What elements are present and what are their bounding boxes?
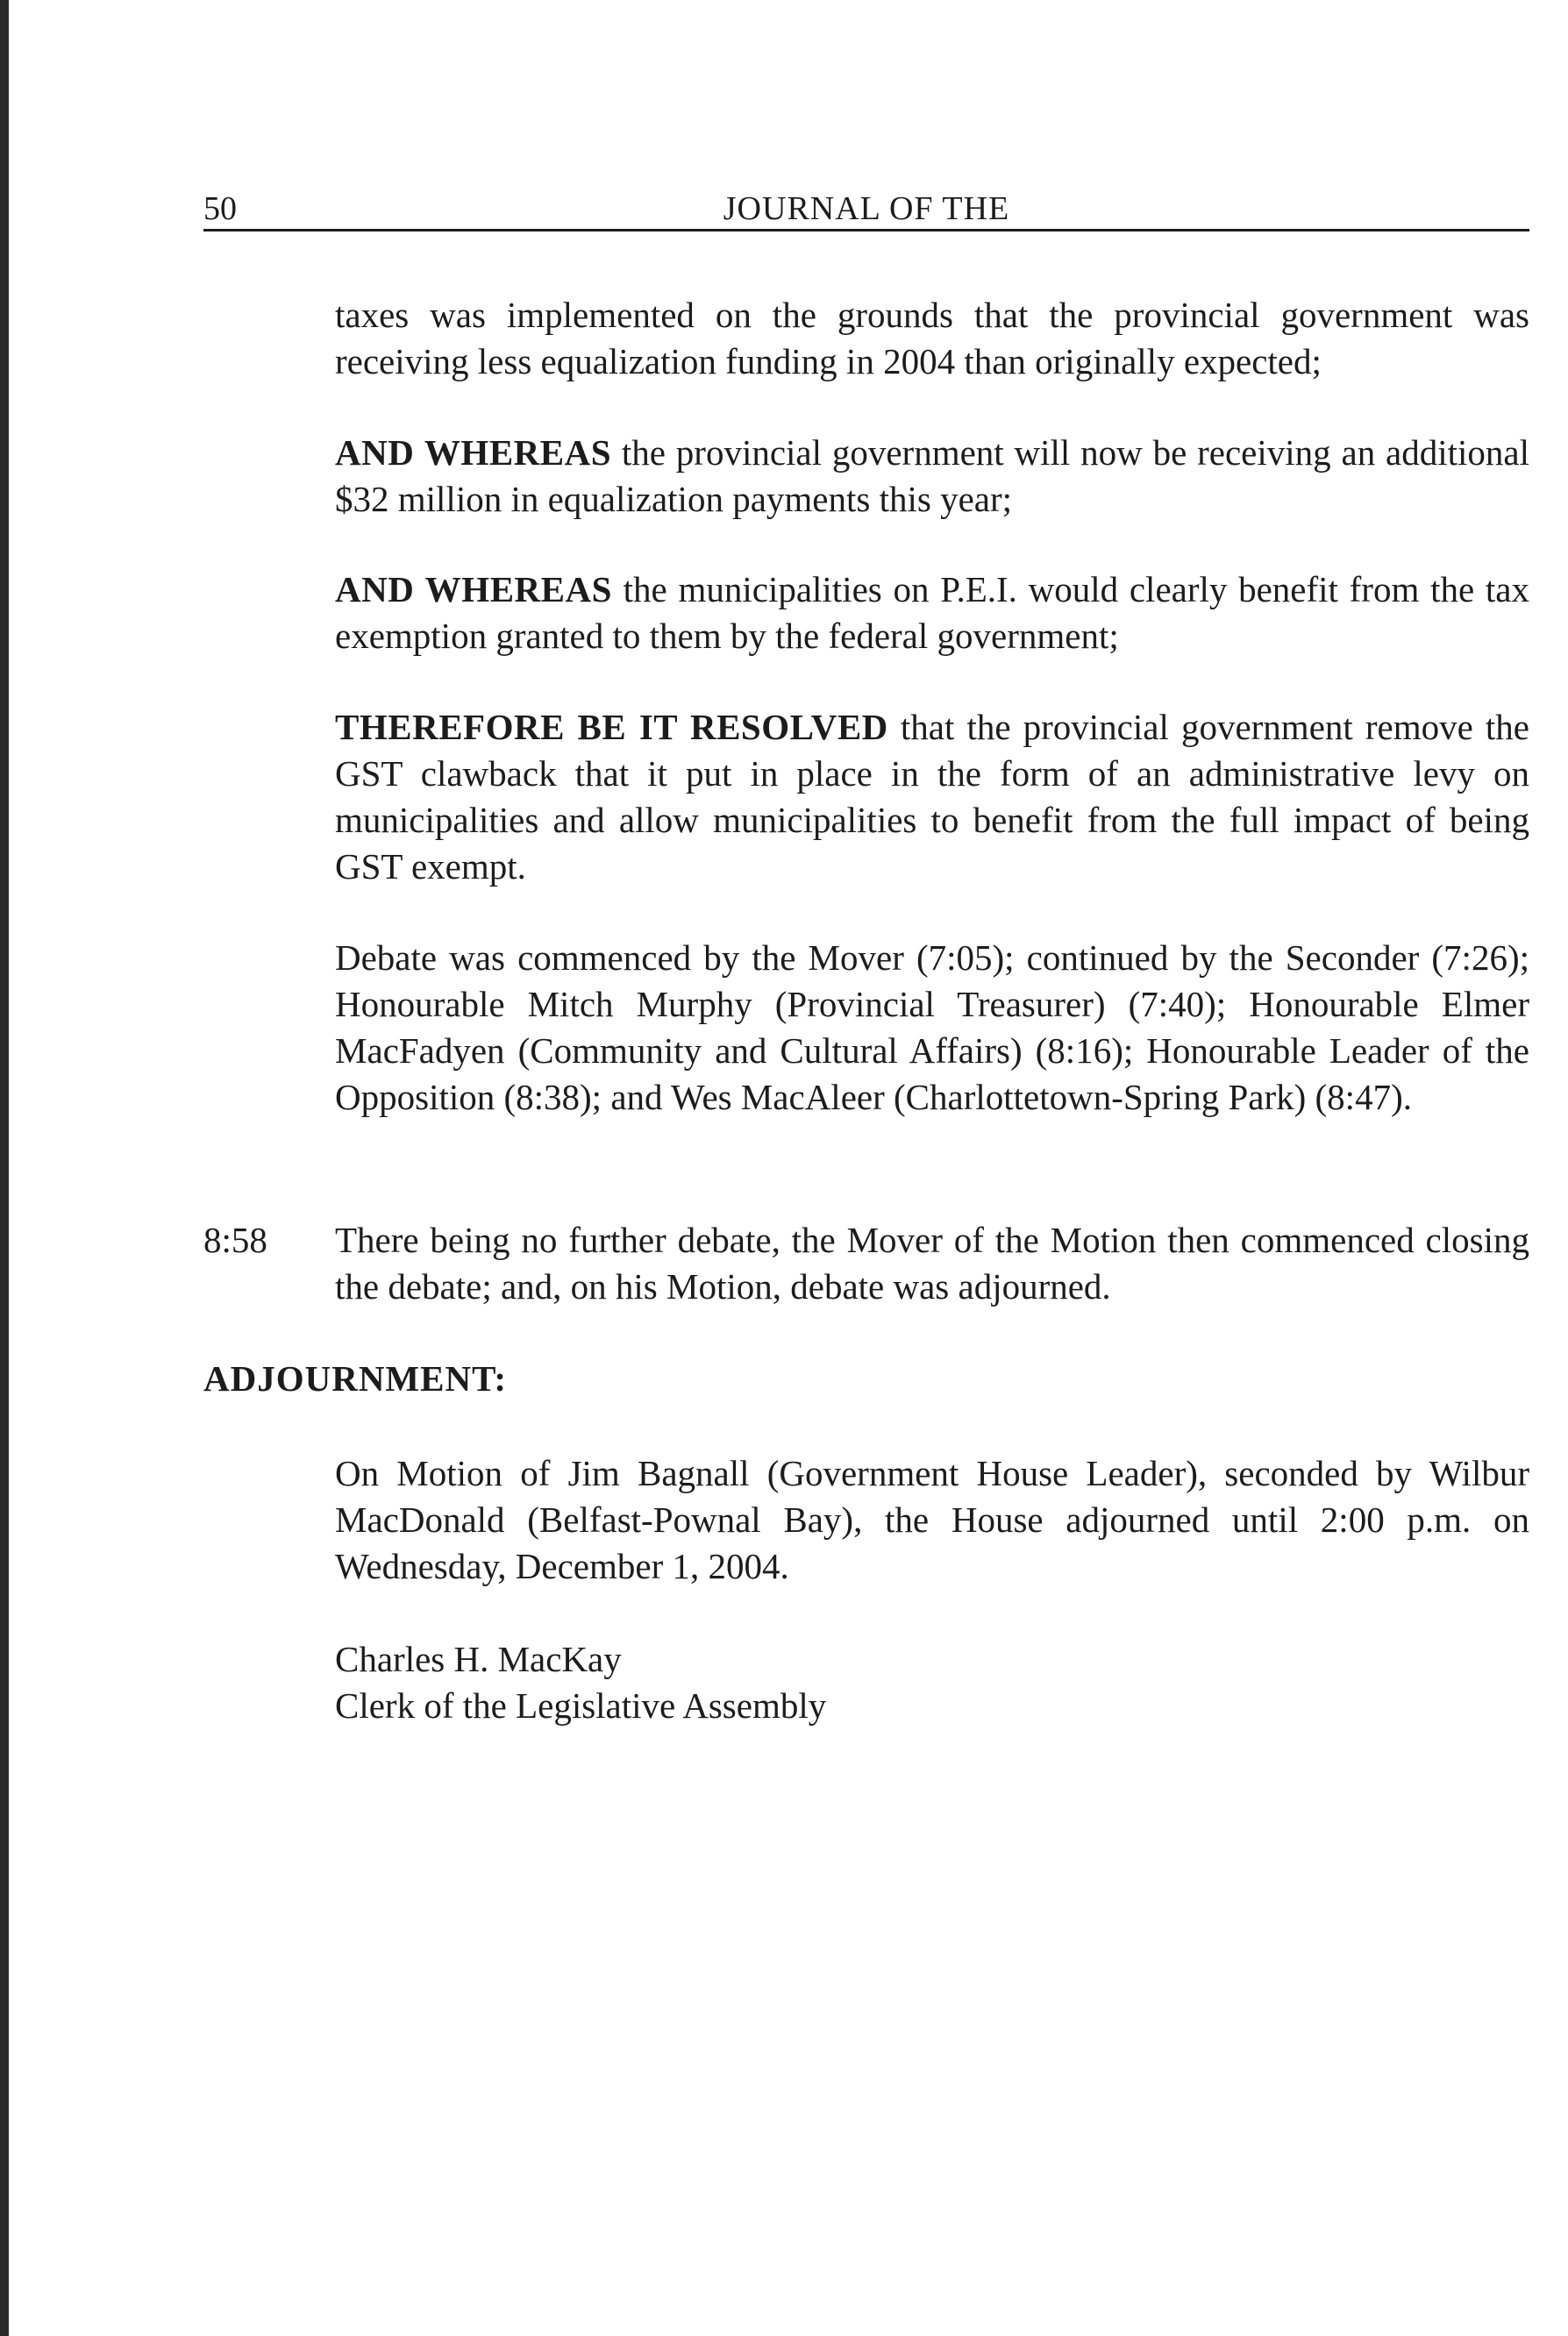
timestamp: 8:58 (203, 1220, 267, 1260)
running-head: JOURNAL OF THE (723, 190, 1010, 227)
paragraph-debate (335, 935, 1529, 1121)
paragraph-text: the provincial government will now be receiving an additional $32 million in equalization payments this year; (335, 432, 1529, 519)
signature-name: Charles H. MacKay (335, 1639, 622, 1679)
page-header (203, 184, 1529, 233)
scan-edge (0, 0, 9, 2336)
page-number: 50 (203, 190, 237, 227)
header-rule (203, 229, 1529, 231)
paragraph-whereas-equalization (335, 430, 1529, 523)
paragraph-text: that the provincial government remove the GST clawback that it put in place in the form of an administrative levy on municipalities and allow municipalities to benefit from the full impact of being GST exempt. (335, 707, 1530, 887)
signature-title: Clerk of the Legislative Assembly (335, 1685, 827, 1726)
paragraph-lead: AND WHEREAS (335, 432, 612, 473)
paragraph-adjournment (335, 1450, 1529, 1590)
paragraph-resolution (335, 704, 1529, 890)
paragraph-text: taxes was implemented on the grounds that the provincial government was receiving less equalization funding in 2004 than originally expected; (335, 295, 1529, 381)
paragraph-lead: THEREFORE BE IT RESOLVED (335, 707, 888, 747)
paragraph-whereas-municipalities (335, 566, 1529, 659)
paragraph-text: Debate was commenced by the Mover (7:05); continued by the Seconder (7:26); Honourable Mitch Murphy (Provincial Treasurer) (7:40); Honourable Elmer MacFadyen (Community and Cultural Affairs) (8:16); Honourable Leader of the Opposition (8:38); and Wes MacAleer (Charlottetown-Spring Park) (8:47). (335, 937, 1529, 1117)
paragraph-taxes (335, 292, 1529, 385)
paragraph-text: There being no further debate, the Mover of the Motion then commenced closing the debate; and, on his Motion, debate was adjourned. (335, 1220, 1529, 1307)
paragraph-text: On Motion of Jim Bagnall (Government House Leader), seconded by Wilbur MacDonald (Belfast-Pownal Bay), the House adjourned until 2:00 p.m. on Wednesday, December 1, 2004. (335, 1453, 1529, 1586)
section-heading-adjournment: ADJOURNMENT: (203, 1358, 508, 1399)
paragraph-debate-closing (335, 1217, 1529, 1310)
paragraph-text: the municipalities on P.E.I. would clearly benefit from the tax exemption granted to them by the federal government; (335, 569, 1529, 656)
paragraph-lead: AND WHEREAS (335, 569, 612, 609)
